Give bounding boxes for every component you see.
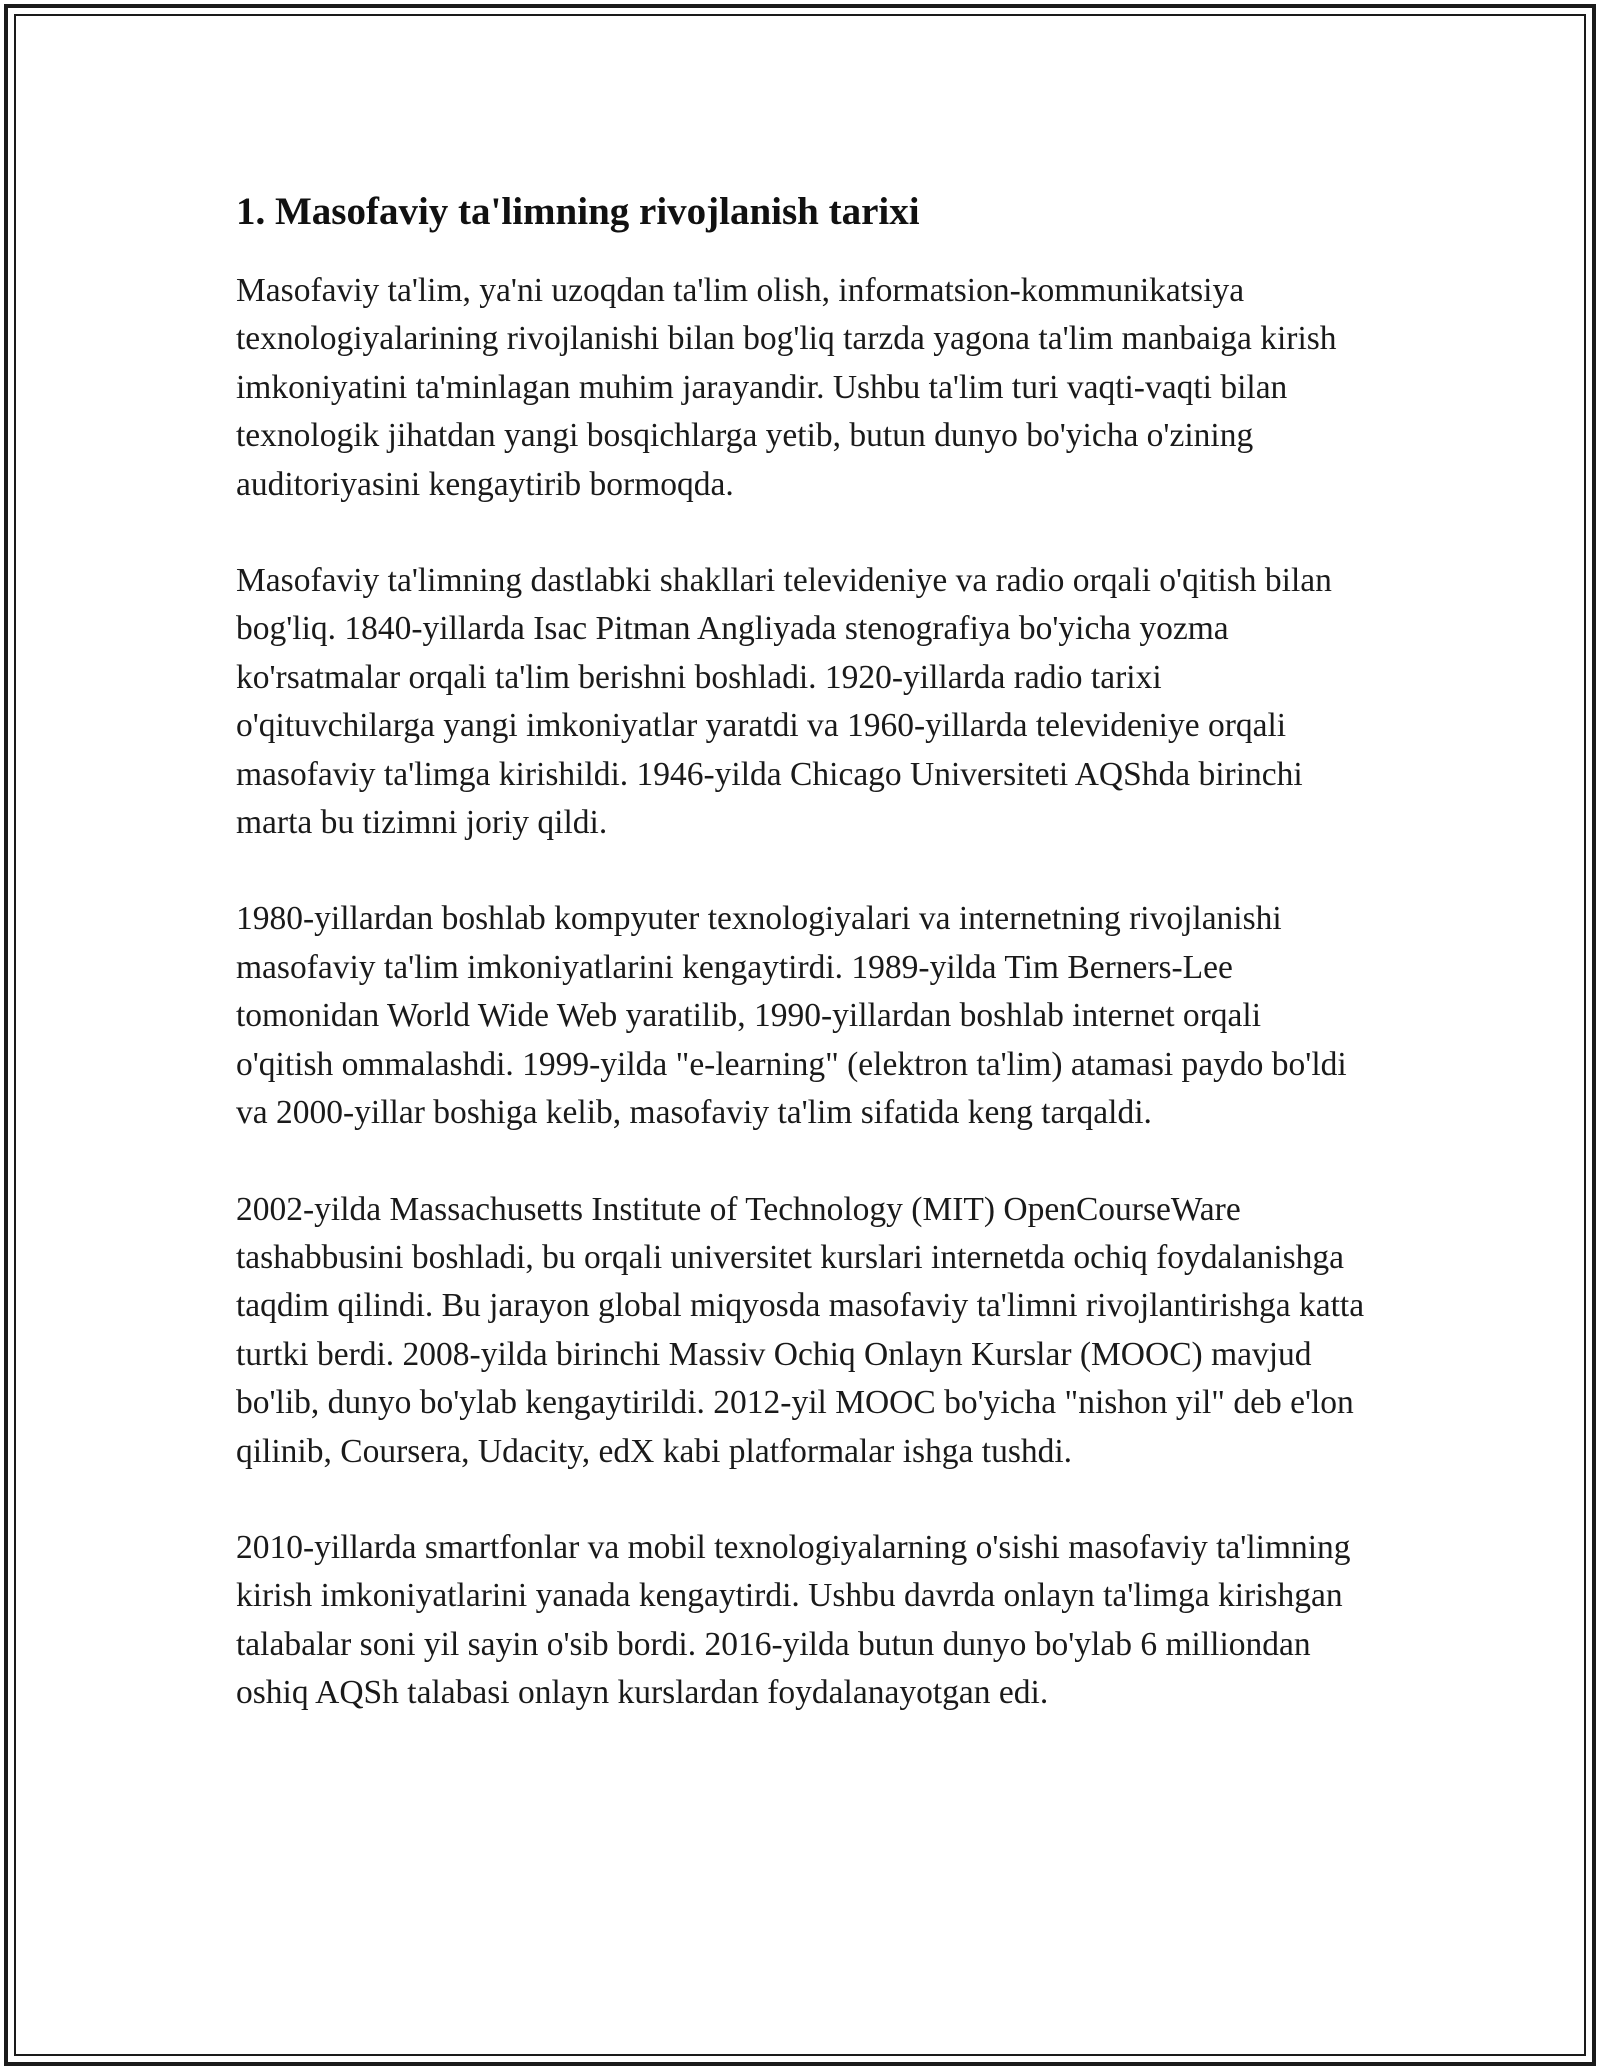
paragraph-mit-mooc: 2002-yilda Massachusetts Institute of Technology (MIT) OpenCourseWare tashabbusini boshladi, bu orqali universitet kurslari internetda ochiq foydalanishga taqdim qilindi. Bu jarayon global miqyosda masofaviy ta'limni rivojlantirishga katta turtki berdi. 2008-yilda birinchi Massiv Ochiq Onlayn Kurslar (MOOC) mavjud bo'lib, dunyo bo'ylab kengaytirildi. 2012-yil MOOC bo'yicha "nishon yil" deb e'lon qilinib, Coursera, Udacity, edX kabi platformalar ishga tushdi. <box>236 1190 1365 1470</box>
section-title: 1. Masofaviy ta'limning rivojlanish tarixi <box>236 190 920 233</box>
paragraph-mobile-era: 2010-yillarda smartfonlar va mobil texnologiyalarning o'sishi masofaviy ta'limning kirish imkoniyatlarini yanada kengaytirdi. Ushbu davrda onlayn ta'limga kirishgan talabalar soni yil sayin o'sib bordi. 2016-yilda butun dunyo bo'ylab 6 milliondan oshiq AQSh talabasi onlayn kurslardan foydalanayotgan edi. <box>236 1528 1351 1712</box>
paragraph-early-forms: Masofaviy ta'limning dastlabki shakllari televideniye va radio orqali o'qitish bilan bog'liq. 1840-yillarda Isac Pitman Angliyada stenografiya bo'yicha yozma ko'rsatmalar orqali ta'lim berishni boshladi. 1920-yillarda radio tarixi o'qituvchilarga yangi imkoniyatlar yaratdi va 1960-yillarda televideniye orqali masofaviy ta'limga kirishildi. 1946-yilda Chicago Universiteti AQShda birinchi marta bu tizimni joriy qildi. <box>236 562 1332 842</box>
paragraph-computers-internet: 1980-yillardan boshlab kompyuter texnologiyalari va internetning rivojlanishi masofaviy ta'lim imkoniyatlarini kengaytirdi. 1989-yilda Tim Berners-Lee tomonidan World Wide Web yaratilib, 1990-yillardan boshlab internet orqali o'qitish ommalashdi. 1999-yilda "e-learning" (elektron ta'lim) atamasi paydo bo'ldi va 2000-yillar boshiga kelib, masofaviy ta'lim sifatida keng tarqaldi. <box>236 900 1347 1132</box>
paragraph-intro: Masofaviy ta'lim, ya'ni uzoqdan ta'lim olish, informatsion-kommunikatsiya texnologiyalarining rivojlanishi bilan bog'liq tarzda yagona ta'lim manbaiga kirish imkoniyatini ta'minlagan muhim jarayandir. Ushbu ta'lim turi vaqti-vaqti bilan texnologik jihatdan yangi bosqichlarga yetib, butun dunyo bo'yicha o'zining auditoriyasini kengaytirib bormoqda. <box>236 272 1337 503</box>
document-body <box>236 186 1366 1718</box>
